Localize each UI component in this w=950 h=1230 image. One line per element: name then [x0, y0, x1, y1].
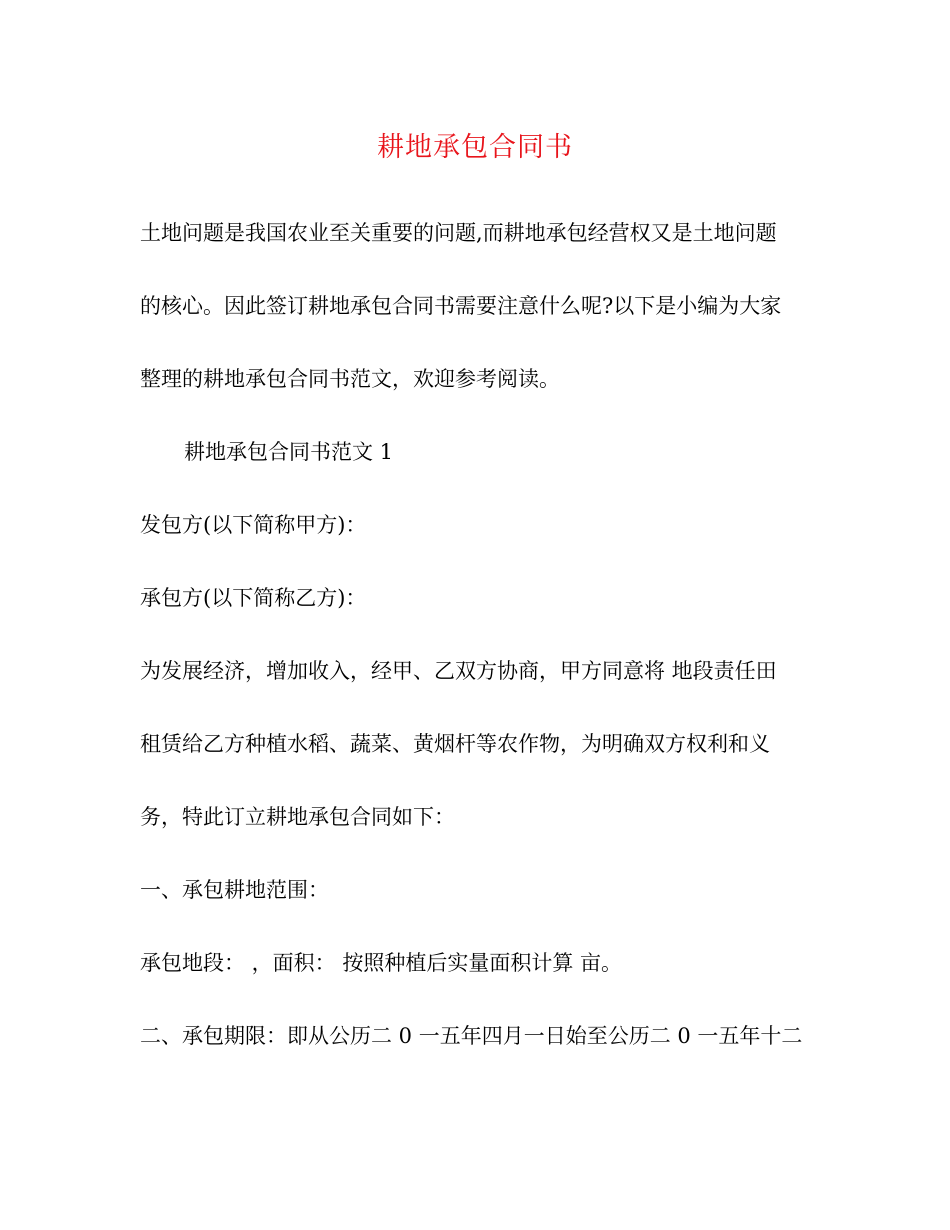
paragraph-line-3: 整理的耕地承包合同书范文，欢迎参考阅读。	[140, 367, 560, 391]
paragraph-line-2: 的核心。因此签订耕地承包合同书需要注意什么呢?以下是小编为大家	[140, 294, 782, 318]
clause-heading-1: 一、承包耕地范围：	[140, 878, 329, 902]
paragraph-line-7: 为发展经济，增加收入，经甲、乙双方协商，甲方同意将 地段责任田	[140, 659, 777, 683]
clause-line-area: 承包地段： ，面积： 按照种植后实量面积计算 亩。	[140, 951, 623, 975]
section-heading: 耕地承包合同书范文 1	[184, 440, 394, 464]
document-title: 耕地承包合同书	[377, 132, 573, 163]
paragraph-line-1: 土地问题是我国农业至关重要的问题,而耕地承包经营权又是土地问题	[140, 221, 777, 245]
party-b-line: 承包方(以下简称乙方)：	[140, 586, 367, 610]
paragraph-line-8: 租赁给乙方种植水稻、蔬菜、黄烟杆等农作物，为明确双方权利和义	[140, 732, 770, 756]
clause-heading-2: 二、承包期限：即从公历二 0 一五年四月一日始至公历二 0 一五年十二	[140, 1024, 803, 1048]
party-a-line: 发包方(以下简称甲方)：	[140, 513, 367, 537]
paragraph-line-9: 务，特此订立耕地承包合同如下：	[140, 805, 455, 829]
